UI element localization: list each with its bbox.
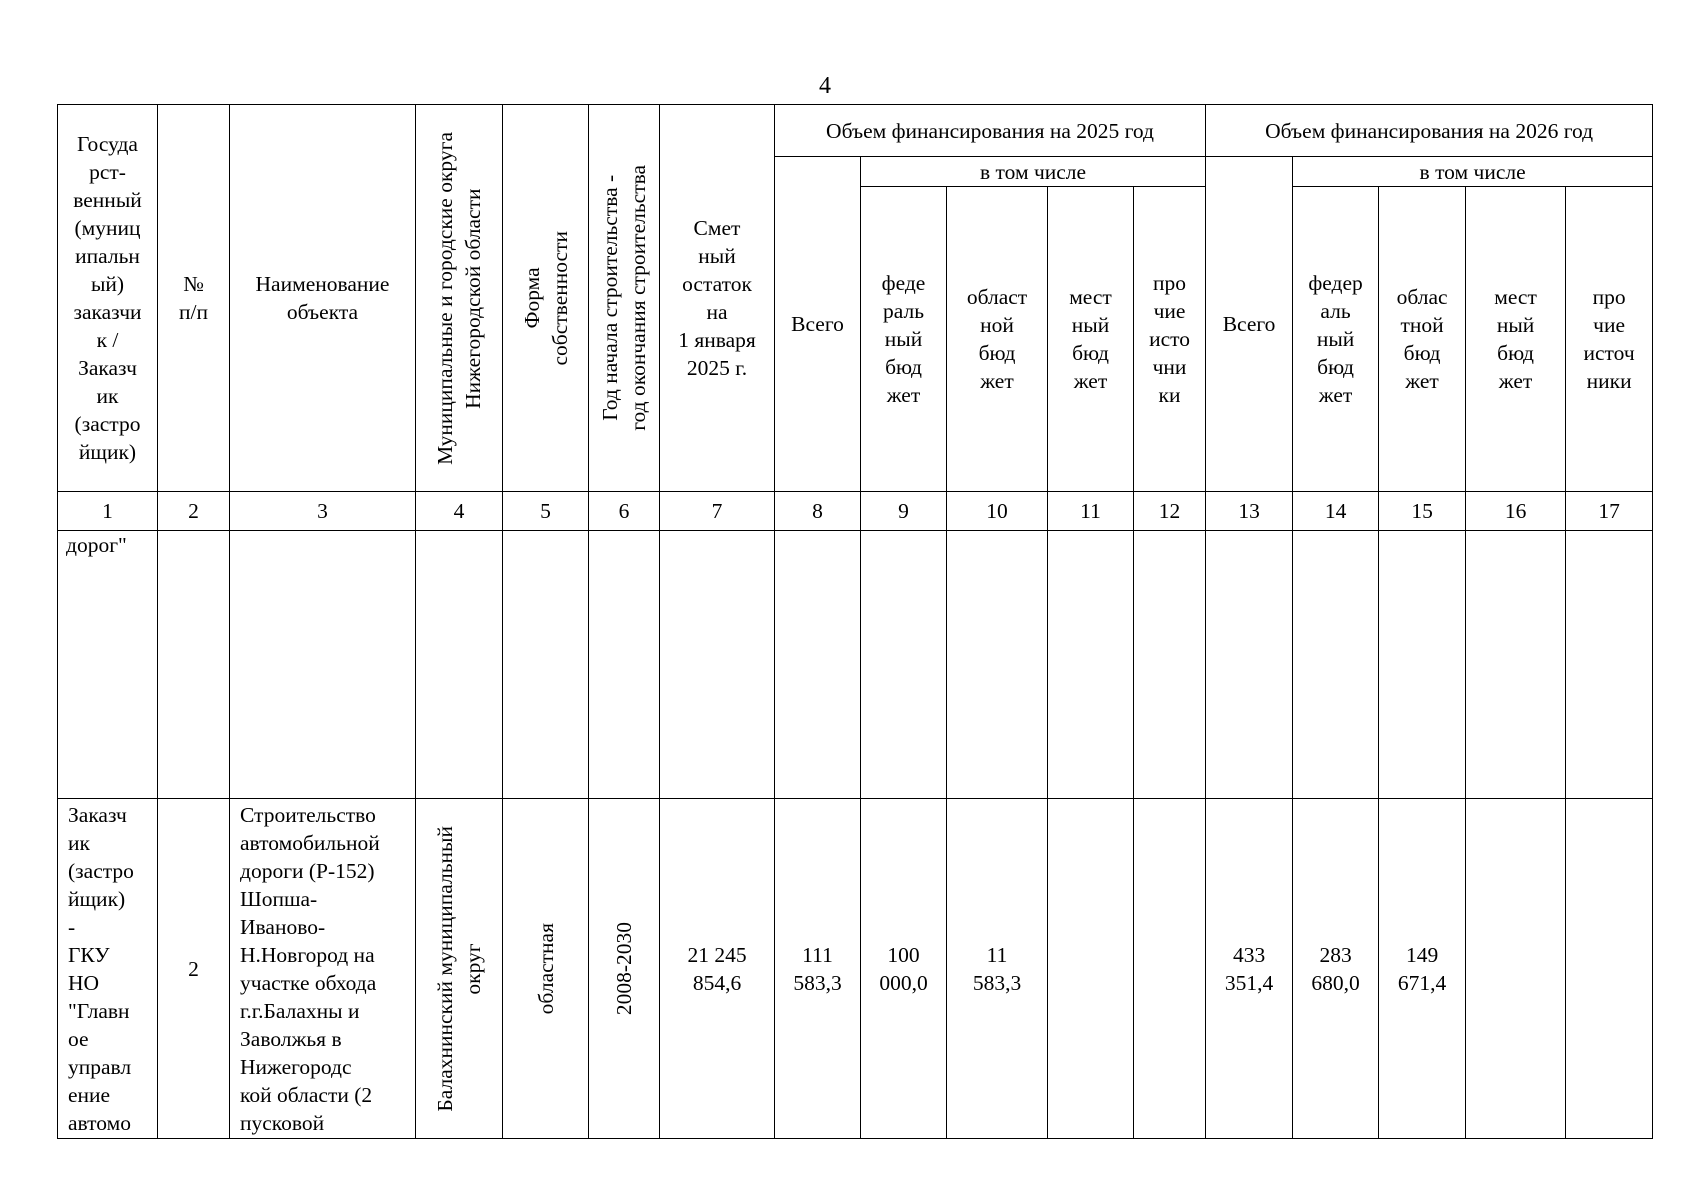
- total-2025: 111 583,3: [775, 799, 861, 1139]
- empty-cell: [416, 531, 503, 799]
- empty-cell: [230, 531, 416, 799]
- header-other-2026: про чие источ ники: [1566, 187, 1653, 492]
- district: Балахнинский муниципальный округ: [433, 825, 485, 1112]
- continuation-text: дорог": [58, 531, 158, 799]
- column-number: 14: [1293, 492, 1379, 531]
- object-name: Строительство автомобильной дороги (Р-152) Шопша- Иваново- Н.Новгород на участке обхода г.г.Балахны и Заволжья в Нижегородс кой области (2 пусковой: [230, 799, 416, 1139]
- construction-years: 2008-2030: [612, 921, 636, 1016]
- empty-cell: [1134, 531, 1206, 799]
- header-including-2026: в том числе: [1293, 157, 1653, 187]
- column-number: 5: [503, 492, 589, 531]
- column-number: 3: [230, 492, 416, 531]
- district-cell: [416, 799, 503, 1139]
- header-federal-2025: феде раль ный бюд жет: [861, 187, 947, 492]
- empty-cell: [589, 531, 660, 799]
- header-including-2025: в том числе: [861, 157, 1206, 187]
- header-local-2025: мест ный бюд жет: [1048, 187, 1134, 492]
- table-row: [58, 799, 1653, 1139]
- estimate-balance: 21 245 854,6: [660, 799, 775, 1139]
- column-number: 13: [1206, 492, 1293, 531]
- column-number: 7: [660, 492, 775, 531]
- row-number: 2: [158, 799, 230, 1139]
- column-number: 1: [58, 492, 158, 531]
- empty-cell: [1379, 531, 1466, 799]
- header-regional-2026: облас тной бюд жет: [1379, 187, 1466, 492]
- ownership-cell: [503, 799, 589, 1139]
- page-number: 4: [819, 73, 831, 99]
- column-number: 12: [1134, 492, 1206, 531]
- local-2025: [1048, 799, 1134, 1139]
- other-2026: [1566, 799, 1653, 1139]
- empty-cell: [158, 531, 230, 799]
- header-federal-2026: федер аль ный бюд жет: [1293, 187, 1379, 492]
- empty-cell: [1293, 531, 1379, 799]
- empty-cell: [1048, 531, 1134, 799]
- empty-cell: [503, 531, 589, 799]
- header-other-2025: про чие исто чни ки: [1134, 187, 1206, 492]
- federal-2026: 283 680,0: [1293, 799, 1379, 1139]
- regional-2025: 11 583,3: [947, 799, 1048, 1139]
- empty-cell: [861, 531, 947, 799]
- other-2025: [1134, 799, 1206, 1139]
- column-number: 16: [1466, 492, 1566, 531]
- header-total-2026: Всего: [1206, 157, 1293, 492]
- header-object-name: Наименование объекта: [230, 105, 416, 492]
- header-number: № п/п: [158, 105, 230, 492]
- total-2026: 433 351,4: [1206, 799, 1293, 1139]
- header-total-2025: Всего: [775, 157, 861, 492]
- empty-cell: [1206, 531, 1293, 799]
- column-number: 2: [158, 492, 230, 531]
- column-number: 17: [1566, 492, 1653, 531]
- header-district: Муниципальные и городские округа Нижегородской области: [433, 131, 485, 465]
- header-customer: Госуда рст- венный (муниц ипальн ый) заказчи к / Заказч ик (застро йщик): [58, 105, 158, 492]
- column-number: 11: [1048, 492, 1134, 531]
- empty-cell: [660, 531, 775, 799]
- empty-cell: [775, 531, 861, 799]
- header-years-cell: [589, 105, 660, 492]
- years-cell: [589, 799, 660, 1139]
- empty-cell: [947, 531, 1048, 799]
- empty-cell: [1466, 531, 1566, 799]
- column-number: 15: [1379, 492, 1466, 531]
- header-ownership-cell: [503, 105, 589, 492]
- customer-cell: Заказч ик (застро йщик) - ГКУ НО "Главн ое управл ение автомо: [58, 799, 158, 1139]
- header-district-cell: [416, 105, 503, 492]
- financing-table: [57, 104, 1653, 1139]
- table-row: [58, 531, 1653, 799]
- header-years: Год начала строительства - год окончания строительства: [598, 165, 650, 431]
- federal-2025: 100 000,0: [861, 799, 947, 1139]
- column-number: 8: [775, 492, 861, 531]
- header-estimate-balance: Смет ный остаток на 1 января 2025 г.: [660, 105, 775, 492]
- column-number: 4: [416, 492, 503, 531]
- header-group-2025: Объем финансирования на 2025 год: [775, 105, 1206, 157]
- column-number-row: [58, 492, 1653, 531]
- empty-cell: [1566, 531, 1653, 799]
- regional-2026: 149 671,4: [1379, 799, 1466, 1139]
- column-number: 6: [589, 492, 660, 531]
- column-number: 10: [947, 492, 1048, 531]
- header-local-2026: мест ный бюд жет: [1466, 187, 1566, 492]
- ownership: областная: [533, 922, 558, 1015]
- header-ownership: Форма собственности: [519, 230, 572, 366]
- header-group-2026: Объем финансирования на 2026 год: [1206, 105, 1653, 157]
- local-2026: [1466, 799, 1566, 1139]
- header-regional-2025: област ной бюд жет: [947, 187, 1048, 492]
- column-number: 9: [861, 492, 947, 531]
